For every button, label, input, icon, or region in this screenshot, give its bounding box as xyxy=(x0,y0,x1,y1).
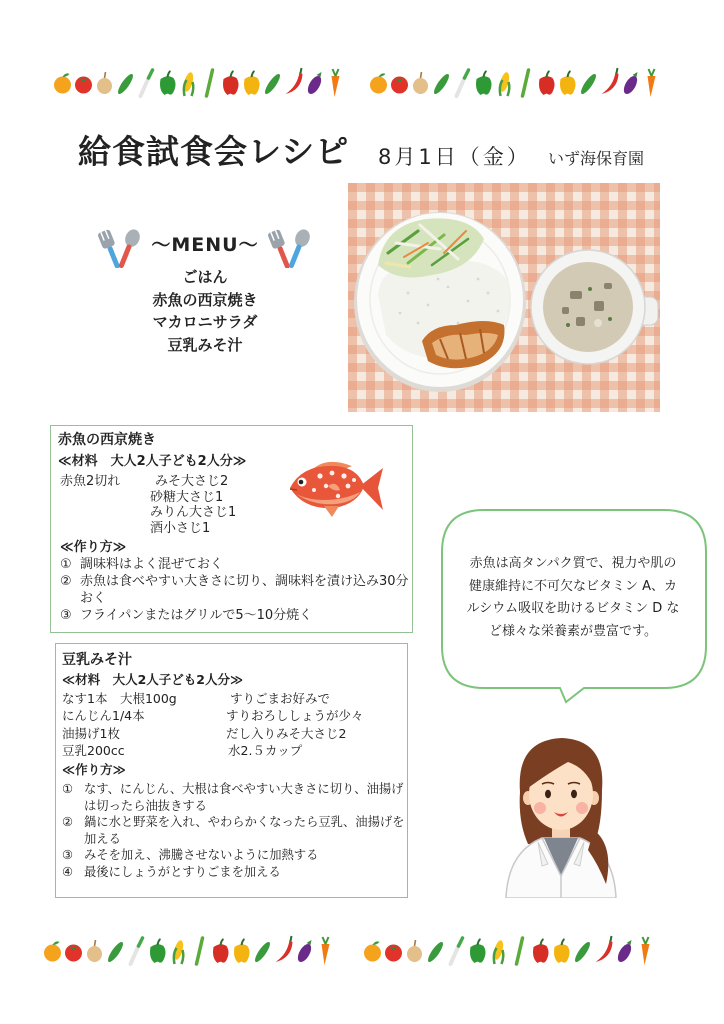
nutrition-note xyxy=(446,553,700,644)
cucumber-icon xyxy=(253,940,273,964)
ingredient-item: にんじん1/4本 xyxy=(62,708,145,724)
recipe-card-soup xyxy=(55,643,408,898)
step-number: ② xyxy=(60,574,72,589)
seasoning-list xyxy=(150,474,236,536)
ingredients-heading: ≪材料 大人2人子ども2人分≫ xyxy=(58,454,247,469)
tomato-icon xyxy=(75,77,92,94)
ingredient-item: なす1本 大根100g xyxy=(62,691,177,706)
orange-icon xyxy=(364,941,381,961)
note-line: ど様々な栄養素が豊富です。 xyxy=(489,624,657,640)
vegetable-border-top-left xyxy=(52,66,348,100)
eggplant-icon xyxy=(305,72,324,96)
asparagus-icon xyxy=(197,938,203,964)
green-pepper-icon xyxy=(160,71,176,95)
corn-icon xyxy=(172,939,185,964)
yellow-pepper-icon xyxy=(554,939,570,963)
ingredient-item: 水2.５カップ xyxy=(228,742,303,758)
seasoning-item: みそ大さじ2 xyxy=(155,474,229,489)
cucumber-icon xyxy=(426,940,446,964)
step-text: 最後にしょうがとすりごまを加える xyxy=(84,864,281,879)
tomato-icon xyxy=(65,945,82,962)
recipe-title: 赤魚の西京焼き xyxy=(58,432,156,448)
orange-icon xyxy=(370,73,387,93)
ingredient-row xyxy=(62,742,402,759)
method-step xyxy=(60,556,410,573)
cucumber-icon xyxy=(263,72,283,96)
nutritionist-illustration xyxy=(498,726,626,898)
green-pepper-icon xyxy=(470,939,486,963)
corn-icon xyxy=(182,71,195,96)
recipe-title: 豆乳みそ汁 xyxy=(62,652,132,668)
method-step xyxy=(62,781,405,814)
red-pepper-icon xyxy=(213,939,229,963)
vegetable-border-top-right xyxy=(368,66,664,100)
ingredients-heading: ≪材料 大人2人子ども2人分≫ xyxy=(62,672,244,687)
plate xyxy=(354,212,526,392)
method-steps xyxy=(60,556,410,624)
eggplant-icon xyxy=(295,940,314,964)
ingredient-item: 豆乳200cc xyxy=(62,742,125,758)
cucumber-icon xyxy=(432,72,452,96)
red-pepper-icon xyxy=(533,939,549,963)
green-onion-icon xyxy=(451,938,463,964)
red-pepper-icon xyxy=(223,71,239,95)
green-pepper-icon xyxy=(150,939,166,963)
orange-icon xyxy=(54,73,71,93)
cucumber-icon xyxy=(573,940,593,964)
method-steps xyxy=(62,781,405,881)
step-number: ④ xyxy=(62,864,74,879)
method-step xyxy=(60,573,410,607)
eggplant-icon xyxy=(621,72,640,96)
step-number: ② xyxy=(62,815,74,830)
ingredient-row xyxy=(62,707,402,724)
yellow-pepper-icon xyxy=(244,71,260,95)
asparagus-icon xyxy=(517,938,523,964)
red-chili-icon xyxy=(286,68,303,94)
eggplant-icon xyxy=(615,940,634,964)
step-text: 調味料はよく混ぜておく xyxy=(80,557,224,572)
ingredient-item: すりごまお好みで xyxy=(230,691,331,706)
carrot-icon xyxy=(642,937,650,965)
corn-icon xyxy=(492,939,505,964)
orange-icon xyxy=(44,941,61,961)
menu-item: 赤魚の西京焼き xyxy=(152,290,258,309)
vegetable-border-bottom-left xyxy=(42,934,338,968)
tomato-icon xyxy=(391,77,408,94)
red-chili-icon xyxy=(276,936,293,962)
red-chili-icon xyxy=(596,936,613,962)
red-pepper-icon xyxy=(539,71,555,95)
lunch-photo xyxy=(348,183,660,412)
seasoning-item: みりん大さじ1 xyxy=(150,505,237,520)
tomato-icon xyxy=(385,945,402,962)
school-name: いず海保育園 xyxy=(548,149,645,168)
menu-item: マカロニサラダ xyxy=(152,313,258,331)
note-line: ルシウム吸収を助けるビタミン D な xyxy=(466,601,680,617)
note-line: 健康維持に不可欠なビタミン A、カ xyxy=(468,578,678,594)
green-onion-icon xyxy=(457,70,469,96)
yellow-pepper-icon xyxy=(234,939,250,963)
method-heading: ≪作り方≫ xyxy=(62,762,126,777)
menu-item: ごはん xyxy=(182,268,228,286)
green-pepper-icon xyxy=(476,71,492,95)
method-heading: ≪作り方≫ xyxy=(60,540,127,555)
carrot-icon xyxy=(332,69,340,97)
note-line: 赤魚は高タンパク質で、視力や肌の xyxy=(469,556,677,571)
step-text: フライパンまたはグリルで5～10分焼く xyxy=(80,608,313,623)
red-fish-illustration xyxy=(284,456,386,520)
event-date: 8月1日（金） xyxy=(378,145,531,169)
ingredient-item: だし入りみそ大さじ2 xyxy=(226,725,347,741)
vegetable-border-bottom-right xyxy=(362,934,658,968)
main-ingredient: 赤魚2切れ xyxy=(60,474,121,489)
menu-heading: ～MENU～ xyxy=(151,234,259,256)
green-onion-icon xyxy=(141,70,153,96)
step-number: ① xyxy=(62,782,74,796)
seasoning-item: 酒小さじ1 xyxy=(150,520,211,536)
method-step xyxy=(62,814,405,847)
onion-icon xyxy=(413,72,428,94)
method-step xyxy=(62,847,405,864)
step-text: なす、にんじん、大根は食べやすい大きさに切り、油揚げは切ったら油抜きする xyxy=(84,782,404,813)
ingredient-row xyxy=(62,725,402,742)
step-text: 赤魚は食べやすい大きさに切り、調味料を漬け込み30分おく xyxy=(80,574,409,606)
step-number: ③ xyxy=(62,848,74,863)
cucumber-icon xyxy=(106,940,126,964)
step-text: 鍋に水と野菜を入れ、やわらかくなったら豆乳、油揚げを加える xyxy=(84,815,405,846)
ingredient-list xyxy=(62,690,402,759)
cucumber-icon xyxy=(579,72,599,96)
step-text: みそを加え、沸騰させないように加熱する xyxy=(84,848,319,863)
yellow-pepper-icon xyxy=(560,71,576,95)
ingredient-item: すりおろししょうが少々 xyxy=(226,708,364,724)
onion-icon xyxy=(407,940,422,962)
ingredient-item: 油揚げ1枚 xyxy=(62,725,120,741)
asparagus-icon xyxy=(523,70,529,96)
onion-icon xyxy=(97,72,112,94)
step-number: ③ xyxy=(60,608,72,623)
menu-list xyxy=(110,232,300,356)
menu-item: 豆乳みそ汁 xyxy=(167,335,243,354)
red-chili-icon xyxy=(602,68,619,94)
carrot-icon xyxy=(648,69,656,97)
cucumber-icon xyxy=(116,72,136,96)
page-title: 給食試食会レシピ xyxy=(78,132,350,171)
method-step xyxy=(62,864,405,881)
carrot-icon xyxy=(322,937,330,965)
asparagus-icon xyxy=(207,70,213,96)
corn-icon xyxy=(498,71,511,96)
step-number: ① xyxy=(60,557,72,572)
onion-icon xyxy=(87,940,102,962)
green-onion-icon xyxy=(131,938,143,964)
ingredient-row xyxy=(62,690,402,707)
method-step xyxy=(60,607,410,624)
seasoning-item: 砂糖大さじ1 xyxy=(150,489,224,505)
